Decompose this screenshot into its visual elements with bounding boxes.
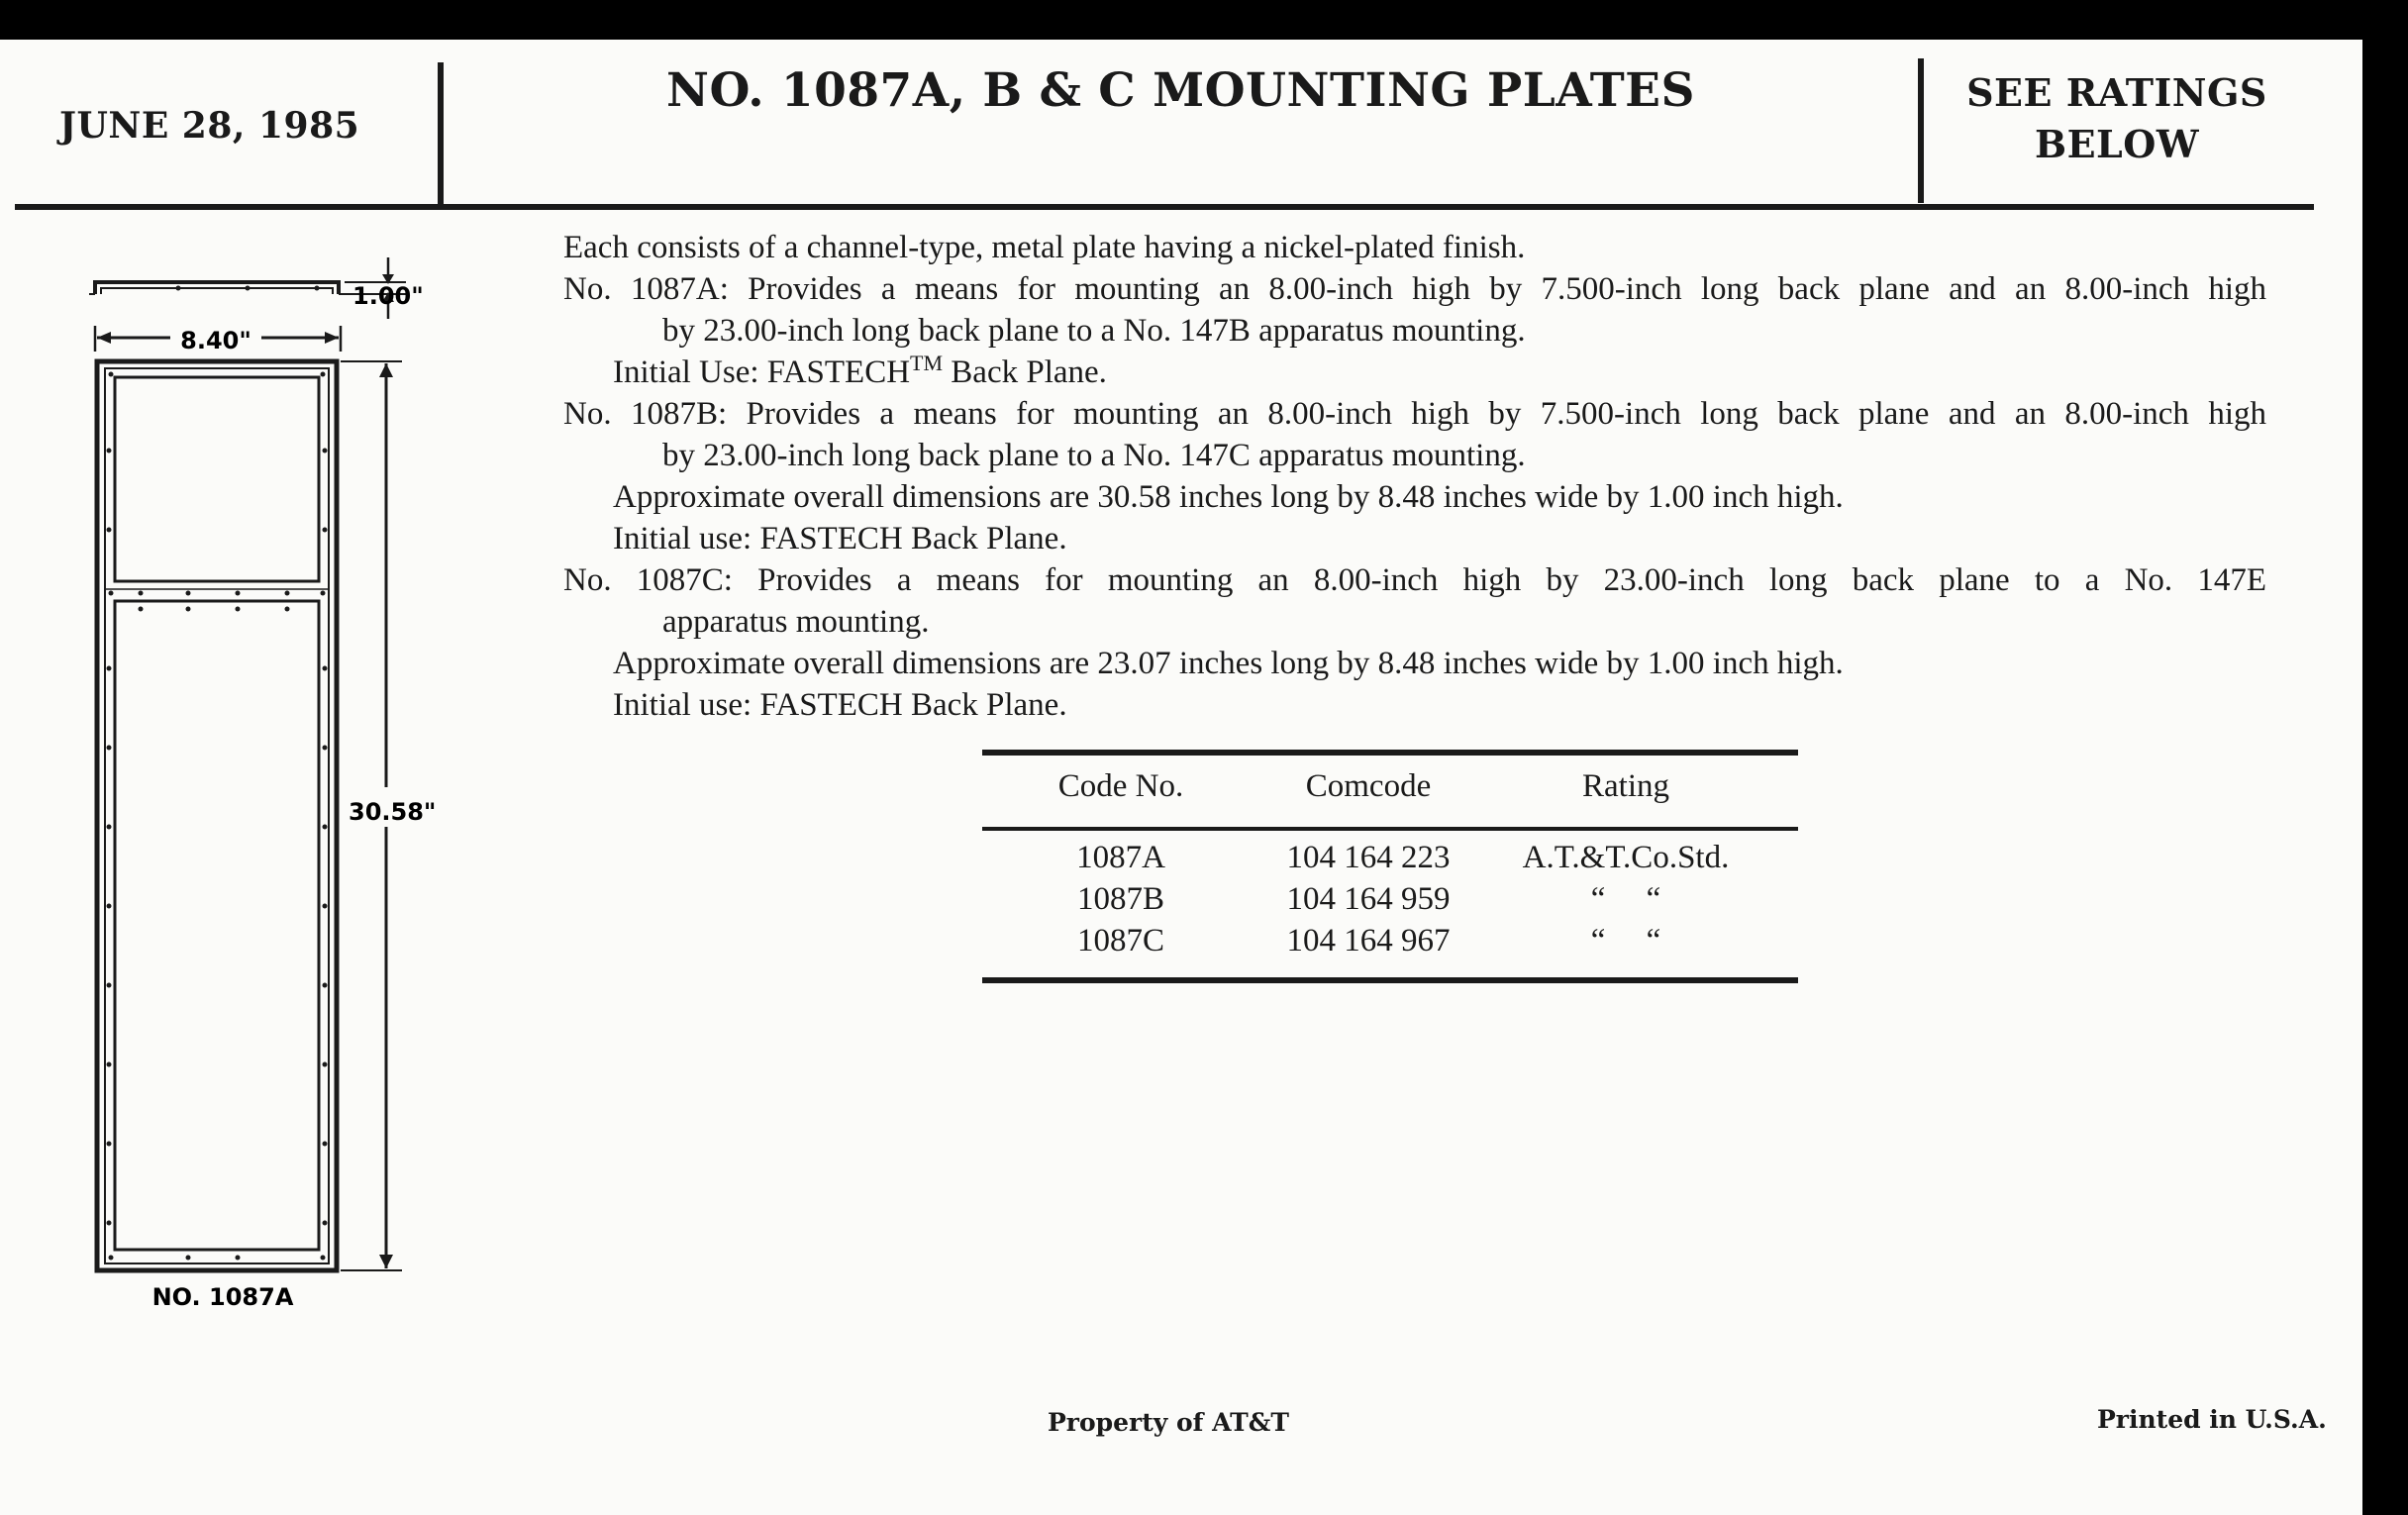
trademark-mark: TM: [910, 351, 944, 375]
issue-date: JUNE 28, 1985: [59, 105, 360, 147]
desc-1087b-line2: by 23.00-inch long back plane to a No. 147C apparatus mounting.: [662, 438, 1526, 473]
initial-use-1087a-suffix: Back Plane.: [943, 354, 1107, 390]
desc-1087a-line2: by 23.00-inch long back plane to a No. 147B apparatus mounting.: [662, 313, 1526, 349]
header-rule: [15, 204, 2314, 210]
table-row-2-rating: “ “: [1590, 881, 1661, 917]
desc-1087a-line1: No. 1087A: Provides a means for mounting an 8.00-inch high by 7.500-inch long back plane and an 8.00-inch high: [563, 271, 2266, 307]
dims-1087c: Approximate overall dimensions are 23.07 inches long by 8.48 inches wide by 1.00 inch high.: [613, 646, 1844, 681]
height-dimension-label: 1.00": [352, 282, 424, 310]
table-row-3-comcode: 104 164 967: [1286, 923, 1451, 959]
table-top-rule: [982, 750, 1798, 756]
intro-text: Each consists of a channel-type, metal plate having a nickel-plated finish.: [563, 230, 1526, 265]
table-bottom-rule: [982, 977, 1798, 983]
width-dimension-label: 8.40": [180, 327, 251, 354]
table-row-3-code: 1087C: [1076, 923, 1164, 959]
dims-1087b: Approximate overall dimensions are 30.58 inches long by 8.48 inches wide by 1.00 inch high.: [613, 479, 1844, 515]
desc-1087c-line2: apparatus mounting.: [662, 604, 930, 640]
table-row-1-code: 1087A: [1076, 840, 1165, 875]
length-dimension-label: 30.58": [349, 798, 437, 826]
footer-printed: Printed in U.S.A.: [2097, 1405, 2327, 1434]
desc-1087b-line1: No. 1087B: Provides a means for mounting an 8.00-inch high by 7.500-inch long back plane and an 8.00-inch high: [563, 396, 2266, 432]
initial-use-1087a-text: Initial Use: FASTECH: [613, 354, 911, 390]
desc-1087c-line1: No. 1087C: Provides a means for mounting an 8.00-inch high by 23.00-inch long back plane to a No. 147E: [563, 562, 2266, 598]
table-row-2-comcode: 104 164 959: [1286, 881, 1451, 917]
table-row-2-code: 1087B: [1076, 881, 1164, 917]
initial-use-1087a: [613, 351, 1107, 391]
mounting-plate-drawing: [79, 252, 475, 1322]
initial-use-1087c: Initial use: FASTECH Back Plane.: [613, 687, 1067, 723]
table-row-3-rating: “ “: [1590, 923, 1661, 959]
initial-use-1087b: Initial use: FASTECH Back Plane.: [613, 521, 1067, 556]
ratings-note-line1: SEE RATINGS: [1966, 70, 2267, 115]
page-title: NO. 1087A, B & C MOUNTING PLATES: [666, 63, 1695, 118]
header-comcode: Comcode: [1305, 768, 1432, 804]
header-code-no: Code No.: [1057, 768, 1184, 804]
header-rating: Rating: [1582, 768, 1669, 804]
table-row-1-rating: A.T.&T.Co.Std.: [1522, 840, 1730, 875]
drawing-caption: NO. 1087A: [151, 1283, 294, 1311]
table-header-rule: [982, 827, 1798, 831]
footer-property: Property of AT&T: [1048, 1408, 1289, 1437]
ratings-note: [1924, 67, 2310, 170]
table-row-1-comcode: 104 164 223: [1286, 840, 1451, 875]
ratings-note-line2: BELOW: [2034, 122, 2200, 166]
